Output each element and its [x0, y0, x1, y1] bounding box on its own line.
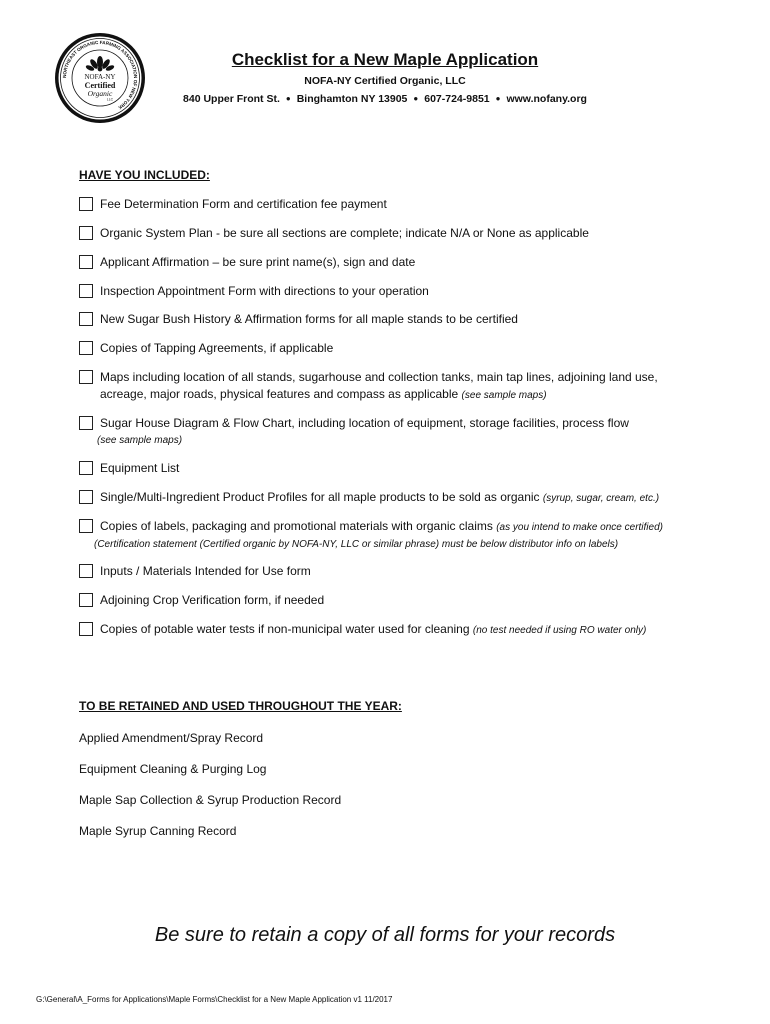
retained-record-item: Applied Amendment/Spray Record [79, 731, 264, 745]
checklist-item-note: (no test needed if using RO water only) [472, 625, 647, 636]
retained-record-item: Equipment Cleaning & Purging Log [79, 762, 267, 776]
checkbox[interactable] [79, 519, 93, 533]
checklist-item-line [100, 518, 663, 536]
checklist-item-note: (as you intend to make once certified) [496, 522, 663, 533]
checklist-item-line [100, 621, 646, 639]
checklist-item-label: Applicant Affirmation – be sure print name(s), sign and date [100, 255, 416, 269]
checkbox[interactable] [79, 593, 93, 607]
org-name: NOFA-NY Certified Organic, LLC [304, 75, 466, 87]
closing-reminder: Be sure to retain a copy of all forms for your records [154, 924, 616, 946]
checkbox[interactable] [79, 490, 93, 504]
checkbox[interactable] [79, 284, 93, 298]
checklist-item-continuation [100, 386, 547, 404]
seal-llc: LLC [106, 97, 114, 102]
checkbox[interactable] [79, 341, 93, 355]
checklist-item-label: Copies of labels, packaging and promotional materials with organic claims [100, 519, 493, 533]
website-link[interactable]: www.nofany.org [506, 93, 587, 105]
checklist-item-label: Inspection Appointment Form with directions to your operation [100, 284, 429, 298]
checkbox[interactable] [79, 461, 93, 475]
checklist-item-label: Sugar House Diagram & Flow Chart, including location of equipment, storage facilities, process flow [100, 416, 629, 430]
seal-name: NOFA-NY [84, 73, 116, 81]
checklist-item-label: Adjoining Crop Verification form, if needed [100, 593, 325, 607]
checklist-item-label: Copies of Tapping Agreements, if applicable [100, 341, 334, 355]
seal-certified: Certified [84, 81, 116, 90]
document-header [180, 50, 590, 106]
checkbox[interactable] [79, 622, 93, 636]
checklist-item-note: (syrup, sugar, cream, etc.) [542, 493, 660, 504]
checklist-item-label: Copies of potable water tests if non-municipal water used for cleaning [100, 622, 470, 636]
retained-record-item: Maple Sap Collection & Syrup Production Record [79, 793, 342, 807]
checklist-item-note: (see sample maps) [461, 390, 547, 401]
checkbox[interactable] [79, 416, 93, 430]
checklist-item-label: New Sugar Bush History & Affirmation forms for all maple stands to be certified [100, 312, 518, 326]
seal-ring-text: NORTHEAST ORGANIC FARMING ASSOCIATION OF NEW YORK [61, 39, 139, 111]
checklist-item-label: Inputs / Materials Intended for Use form [100, 564, 311, 578]
checklist-item-note: (see sample maps) [97, 435, 183, 446]
checklist-item-label: Fee Determination Form and certification fee payment [100, 197, 387, 211]
contact-line [180, 92, 590, 106]
nofa-ny-seal-logo [54, 32, 146, 124]
checklist-item-line [100, 489, 659, 507]
separator-dot: ● [285, 94, 291, 103]
page-title: Checklist for a New Maple Application [231, 50, 539, 69]
checklist-item-label: Single/Multi-Ingredient Product Profiles for all maple products to be sold as organic [100, 490, 540, 504]
city: Binghamton NY 13905 [296, 93, 408, 105]
separator-dot: ● [495, 94, 501, 103]
included-heading: HAVE YOU INCLUDED: [79, 168, 210, 182]
separator-dot: ● [413, 94, 419, 103]
checklist-item-label: Organic System Plan - be sure all sections are complete; indicate N/A or None as applicable [100, 226, 589, 240]
checkbox[interactable] [79, 255, 93, 269]
checklist-item-label: Maps including location of all stands, sugarhouse and collection tanks, main tap lines, adjoining land use, [100, 370, 658, 384]
address: 840 Upper Front St. [183, 93, 280, 105]
checkbox[interactable] [79, 370, 93, 384]
checkbox[interactable] [79, 226, 93, 240]
checkbox[interactable] [79, 312, 93, 326]
phone: 607-724-9851 [424, 93, 490, 105]
retained-heading: TO BE RETAINED AND USED THROUGHOUT THE YEAR: [79, 699, 402, 713]
checkbox[interactable] [79, 564, 93, 578]
checkbox[interactable] [79, 197, 93, 211]
checklist-item-label: Equipment List [100, 461, 180, 475]
checklist-item-note: (Certification statement (Certified organic by NOFA-NY, LLC or similar phrase) must be below distributor info on labels) [94, 539, 619, 550]
seal-organic: Organic [87, 89, 113, 98]
retained-record-item: Maple Syrup Canning Record [79, 824, 237, 838]
checklist-item-label-line2: acreage, major roads, physical features and compass as applicable [100, 387, 459, 401]
footer-file-path: G:\General\A_Forms for Applications\Maple Forms\Checklist for a New Maple Application v1 11/2017 [36, 995, 393, 1004]
